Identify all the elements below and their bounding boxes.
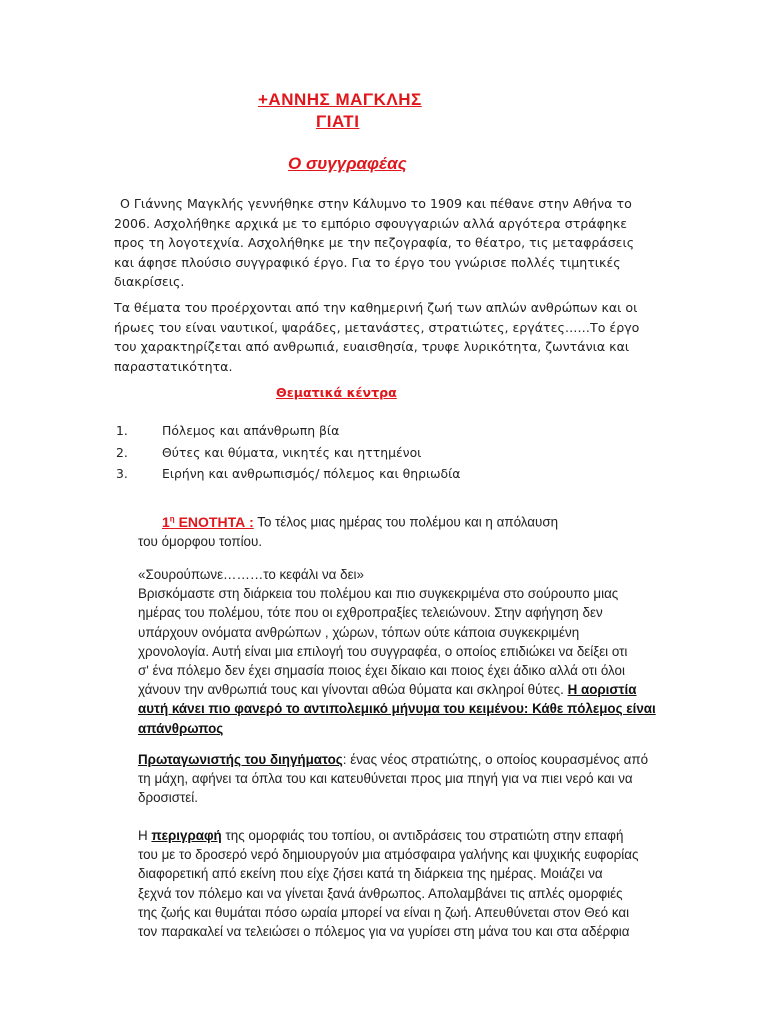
section-2 (138, 565, 704, 738)
list-item-number: 1. (116, 423, 128, 438)
section-4-line: του με το δροσερό νερό δημιουργούν μια ατμόσφαιρα γαλήνης και ψυχικής ευφορίας (138, 847, 639, 863)
section-2-line: υπάρχουν ονόματα ανθρώπων , χώρων, τόπων ούτε κάποια συγκεκριμένη (138, 624, 580, 640)
section-4-text: της ομορφιάς του τοπίου, οι αντιδράσεις του στρατιώτη στην επαφή (221, 828, 624, 843)
section-3-line: δροσιστεί. (138, 790, 198, 806)
document-title-line1: +ΑΝΝΗΣ ΜΑΓΚΛΗΣ (258, 90, 422, 109)
protagonist-label: Πρωταγωνιστής του διηγήματος (138, 752, 343, 767)
section-2-line: ημέρας του πολέμου, τότε που οι εχθροπραξίες τελειώνουν. Στην αφήγηση δεν (138, 605, 603, 621)
intro-paragraph-2: Τα θέματα του προέρχονται από την καθημερινή ζωή των απλών ανθρώπων και οι ήρωες του είναι ναυτικοί, ψαράδες, μετανάστες, στρατιώτες, εργάτες……Το έργο του χαρακτηρίζεται από ανθρωπιά, ευαισθησία, τρυφε λυρικότητα, ζωντάνια και παραστατικότητα. (114, 300, 640, 374)
section-3 (138, 750, 704, 808)
section-1-ordinal: η (169, 514, 175, 523)
section-3-text: : ένας νέος στρατιώτης, ο οποίος κουρασμένος από (342, 752, 649, 767)
section-2-emphasis-line: αυτή κάνει πιο φανερό το αντιπολεμικό μήνυμα του κειμένου: Κάθε πόλεμος είναι (138, 701, 656, 717)
section-4-line-1 (138, 826, 704, 845)
section-4-line: της ζωής και θυμάται πόσο ωραία μπορεί να είναι η ζωή. Απευθύνεται στον Θεό και (138, 904, 630, 920)
section-2-line: σ' ένα πόλεμο δεν έχει σημασία ποιος έχει δίκαιο και ποιος έχει άδικο αλλά οτι όλοι (138, 663, 625, 679)
author-heading: Ο συγγραφέας (288, 154, 407, 173)
section-2-emphasis: Η αοριστία (567, 682, 637, 698)
list-item-text: Ειρήνη και ανθρωπισμός/ πόλεμος και θηριωδία (162, 466, 461, 481)
description-label: περιγραφή (151, 828, 222, 843)
section-2-emphasis-end: απάνθρωπος (138, 720, 224, 736)
section-3-line-1 (138, 750, 704, 769)
section-4-line: ξεχνά τον πόλεμο και να γίνεται ξανά άνθρωπος. Απολαμβάνει τις απλές ομορφιές (138, 885, 623, 901)
list-item-number: 2. (116, 444, 128, 460)
section-1-label: ΕΝΟΤΗΤΑ : (178, 513, 254, 530)
themes-heading: Θεματικά κέντρα (276, 385, 397, 400)
section-1 (138, 509, 658, 551)
document-title-line2: ΓΙΑΤΙ (316, 112, 360, 131)
section-2-line-6-text: χάνουν την ανθρωπιά τους και γίνονται αθώα θύματα και σκληροί θύτες. (138, 682, 568, 698)
section-2-line-6 (138, 680, 704, 699)
section-1-line-2: του όμορφου τοπίου. (138, 533, 263, 549)
section-4-line: τον παρακαλεί να τελειώσει ο πόλεμος για να γυρίσει στη μάνα του και στα αδέρφια (138, 924, 630, 940)
list-item-text: Πόλεμος και απάνθρωπη βία (162, 423, 340, 438)
list-item-number: 3. (116, 466, 128, 481)
section-1-title: Το τέλος μιας ημέρας του πολέμου και η απόλαυση (253, 514, 559, 530)
list-item-text: Θύτες και θύματα, νικητές και ηττημένοι (162, 444, 422, 460)
section-2-quote: «Σουρούπωνε………το κεφάλι να δει» (138, 567, 364, 582)
section-4-line: διαφορετική από εκείνη που είχε ζήσει κατά τη διάρκεια της ημέρας. Μοιάζει να (138, 866, 603, 882)
section-4-prefix: Η (138, 828, 152, 843)
section-2-line: Βρισκόμαστε στη διάρκεια του πολέμου και πιο συγκεκριμένα στο σούρουπο μιας (138, 586, 619, 602)
section-1-heading-row (138, 509, 658, 532)
section-4 (138, 826, 704, 941)
section-1-number: 1 (162, 513, 170, 530)
section-3-line: τη μάχη, αφήνει τα όπλα του και κατευθύνεται προς μια πηγή για να πιει νερό και να (138, 771, 633, 787)
intro-paragraph-1: Ο Γιάννης Μαγκλής γεννήθηκε στην Κάλυμνο το 1909 και πέθανε στην Αθήνα το 2006. Ασχολήθηκε αρχικά με το εμπόριο σφουγγαριών αλλά αργότερα στράφηκε προς τη λογοτεχνία. Ασχολήθηκε με την πεζογραφία, το θέατρο, τις μεταφράσεις και άφησε πλούσιο συγγραφικό έργο. Για το έργο του γνώρισε πολλές τιμητικές διακρίσεις. (114, 196, 635, 289)
section-2-line: χρονολογία. Αυτή είναι μια επιλογή του συγγραφέα, ο οποίος επιδιώκει να δείξει οτι (138, 643, 628, 659)
section-1-heading (138, 514, 254, 530)
